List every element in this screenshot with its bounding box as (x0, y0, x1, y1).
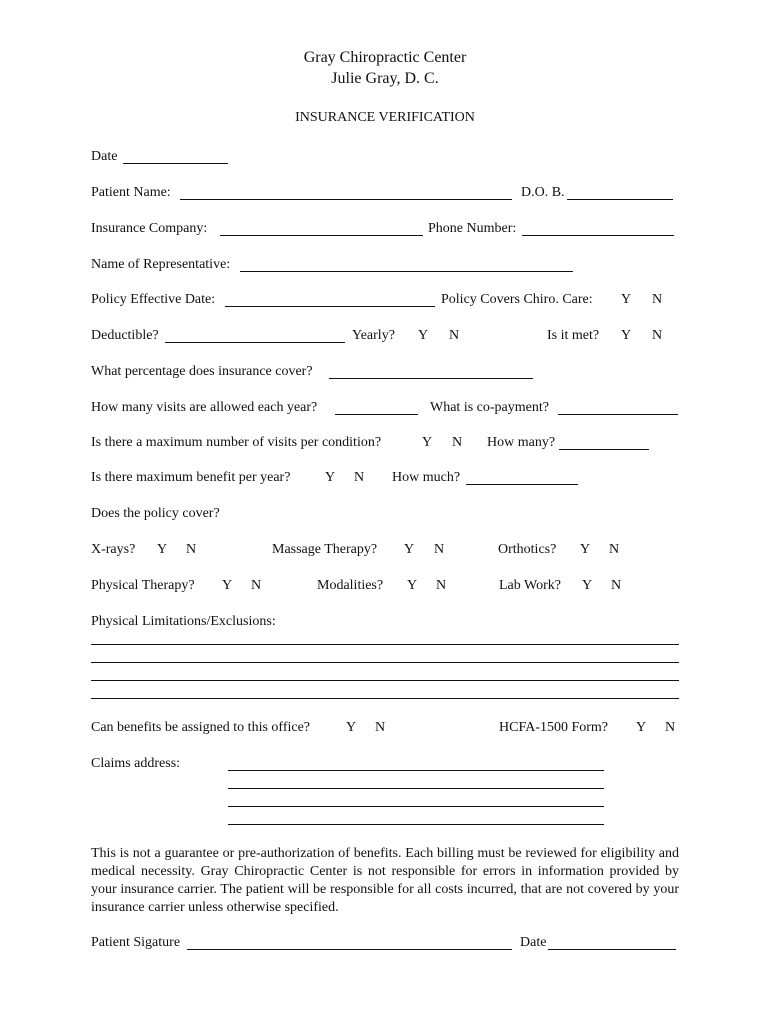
claims-address-label: Claims address: (91, 756, 181, 771)
yearly-no-option[interactable]: N (449, 328, 460, 343)
policy-effective-label: Policy Effective Date: (91, 292, 216, 307)
hcfa-label: HCFA-1500 Form? (499, 720, 609, 735)
massage-label: Massage Therapy? (272, 542, 378, 557)
assign-no-option[interactable]: N (375, 720, 386, 735)
limitations-label: Physical Limitations/Exclusions: (91, 614, 276, 629)
is-it-met-label: Is it met? (547, 328, 600, 343)
max-visits-label: Is there a maximum number of visits per condition? (91, 435, 382, 450)
limitations-line[interactable] (91, 644, 679, 645)
dob-field[interactable] (567, 199, 673, 200)
max-visits-no-option[interactable]: N (452, 435, 463, 450)
visits-allowed-field[interactable] (335, 414, 418, 415)
policy-covers-chiro-label: Policy Covers Chiro. Care: (441, 292, 593, 307)
insurance-company-label: Insurance Company: (91, 221, 208, 236)
physical-therapy-no-option[interactable]: N (251, 578, 262, 593)
massage-yes-option[interactable]: Y (404, 542, 415, 557)
met-no-option[interactable]: N (652, 328, 663, 343)
physical-therapy-label: Physical Therapy? (91, 578, 195, 593)
claims-address-line[interactable] (228, 788, 604, 789)
deductible-field[interactable] (165, 342, 345, 343)
max-benefit-no-option[interactable]: N (354, 470, 365, 485)
modalities-label: Modalities? (317, 578, 384, 593)
max-benefit-label: Is there maximum benefit per year? (91, 470, 291, 485)
how-many-label: How many? (487, 435, 556, 450)
deductible-label: Deductible? (91, 328, 159, 343)
claims-address-line[interactable] (228, 806, 604, 807)
policy-effective-field[interactable] (225, 306, 435, 307)
chiro-no-option[interactable]: N (652, 292, 663, 307)
how-much-field[interactable] (466, 484, 578, 485)
modalities-no-option[interactable]: N (436, 578, 447, 593)
signature-date-label: Date (520, 935, 547, 950)
signature-date-field[interactable] (548, 949, 676, 950)
representative-label: Name of Representative: (91, 257, 231, 272)
lab-work-no-option[interactable]: N (611, 578, 622, 593)
insurance-company-field[interactable] (220, 235, 423, 236)
limitations-line[interactable] (91, 698, 679, 699)
lab-work-yes-option[interactable]: Y (582, 578, 593, 593)
disclaimer-paragraph: This is not a guarantee or pre-authorization of benefits. Each billing must be reviewed for eligibility and medical necessity. Gray Chiropractic Center is not responsible for errors in information provided by your insurance carrier. The patient will be responsible for all costs incurred, that are not covered by your insurance carrier unless otherwise specified. (91, 846, 679, 915)
visits-allowed-label: How many visits are allowed each year? (91, 400, 318, 415)
doctor-name: Julie Gray, D. C. (331, 70, 439, 87)
yearly-yes-option[interactable]: Y (418, 328, 429, 343)
claims-address-line[interactable] (228, 824, 604, 825)
assign-yes-option[interactable]: Y (346, 720, 357, 735)
xrays-no-option[interactable]: N (186, 542, 197, 557)
patient-name-label: Patient Name: (91, 185, 171, 200)
yearly-label: Yearly? (352, 328, 395, 343)
chiro-yes-option[interactable]: Y (621, 292, 632, 307)
lab-work-label: Lab Work? (499, 578, 561, 593)
representative-field[interactable] (240, 271, 573, 272)
hcfa-no-option[interactable]: N (665, 720, 676, 735)
copayment-field[interactable] (558, 414, 678, 415)
assign-benefits-label: Can benefits be assigned to this office? (91, 720, 311, 735)
hcfa-yes-option[interactable]: Y (636, 720, 647, 735)
policy-cover-label: Does the policy cover? (91, 506, 220, 521)
xrays-yes-option[interactable]: Y (157, 542, 168, 557)
max-benefit-yes-option[interactable]: Y (325, 470, 336, 485)
orthotics-label: Orthotics? (498, 542, 557, 557)
dob-label: D.O. B. (521, 185, 565, 200)
modalities-yes-option[interactable]: Y (407, 578, 418, 593)
date-label: Date (91, 149, 118, 164)
claims-address-line[interactable] (228, 770, 604, 771)
phone-number-field[interactable] (522, 235, 674, 236)
signature-label: Patient Sigature (91, 935, 181, 950)
signature-field[interactable] (187, 949, 512, 950)
how-much-label: How much? (392, 470, 461, 485)
max-visits-yes-option[interactable]: Y (422, 435, 433, 450)
form-title: INSURANCE VERIFICATION (295, 110, 475, 125)
xrays-label: X-rays? (91, 542, 136, 557)
how-many-field[interactable] (559, 449, 649, 450)
limitations-line[interactable] (91, 680, 679, 681)
limitations-line[interactable] (91, 662, 679, 663)
massage-no-option[interactable]: N (434, 542, 445, 557)
clinic-name: Gray Chiropractic Center (303, 49, 467, 66)
copayment-label: What is co-payment? (430, 400, 549, 415)
date-field[interactable] (123, 163, 228, 164)
orthotics-no-option[interactable]: N (609, 542, 620, 557)
met-yes-option[interactable]: Y (621, 328, 632, 343)
patient-name-field[interactable] (180, 199, 512, 200)
physical-therapy-yes-option[interactable]: Y (222, 578, 233, 593)
percentage-field[interactable] (329, 378, 533, 379)
phone-number-label: Phone Number: (428, 221, 517, 236)
orthotics-yes-option[interactable]: Y (580, 542, 591, 557)
percentage-label: What percentage does insurance cover? (91, 364, 313, 379)
